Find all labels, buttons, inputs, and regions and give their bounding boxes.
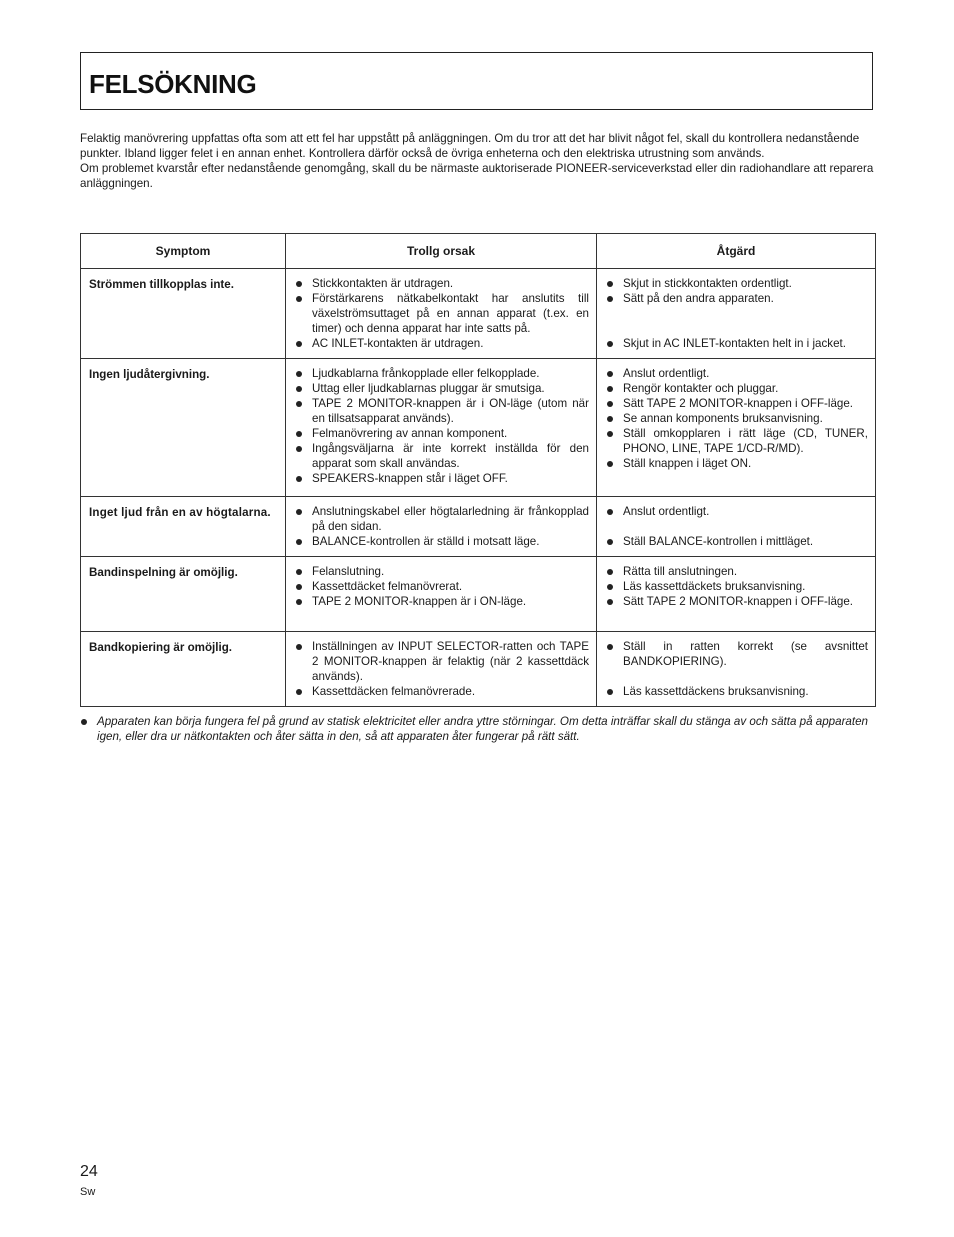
list-item: Anslut ordentligt.	[605, 366, 868, 381]
table-row	[81, 557, 876, 632]
table-row	[81, 269, 876, 359]
list-item: Sätt TAPE 2 MONITOR-knappen i OFF-läge.	[605, 396, 868, 411]
list-item: TAPE 2 MONITOR-knappen är i ON-läge (utom när en tillsatsapparat används).	[294, 396, 589, 426]
list-item: Ljudkablarna frånkopplade eller felkopplade.	[294, 366, 589, 381]
list-item: Sätt på den andra apparaten.	[605, 291, 868, 306]
list-item: Läs kassettdäckets bruksanvisning.	[605, 579, 868, 594]
cause-cell	[286, 497, 597, 557]
action-cell	[597, 557, 876, 632]
action-cell	[597, 269, 876, 359]
header-symptom: Symptom	[81, 234, 286, 269]
action-cell	[597, 632, 876, 707]
cause-cell	[286, 557, 597, 632]
list-item: BALANCE-kontrollen är ställd i motsatt läge.	[294, 534, 589, 549]
list-item: Ställ omkopplaren i rätt läge (CD, TUNER, PHONO, LINE, TAPE 1/CD-R/MD).	[605, 426, 868, 456]
list-item: Anslutningskabel eller högtalarledning är frånkopplad på den sidan.	[294, 504, 589, 534]
language-code: Sw	[80, 1186, 96, 1198]
table-row	[81, 359, 876, 497]
intro-text	[80, 131, 875, 191]
list-item: Felmanövrering av annan komponent.	[294, 426, 589, 441]
intro-paragraph-2: Om problemet kvarstår efter nedanstående genomgång, skall du be närmaste auktoriserade PIONEER-serviceverkstad eller din radiohandlare att reparera anläggningen.	[80, 162, 874, 190]
list-item: Förstärkarens nätkabelkontakt har anslutits till växelströmsuttaget på en annan apparat (t.ex. en timer) och denna apparat har inte satts på.	[294, 291, 589, 336]
list-item: Rätta till anslutningen.	[605, 564, 868, 579]
list-item: Rengör kontakter och pluggar.	[605, 381, 868, 396]
list-item: Se annan komponents bruksanvisning.	[605, 411, 868, 426]
list-item: Stickkontakten är utdragen.	[294, 276, 589, 291]
list-item: Kassettdäcket felmanövrerat.	[294, 579, 589, 594]
list-item: Läs kassettdäckens bruksanvisning.	[605, 684, 868, 699]
static-electricity-note: Apparaten kan börja fungera fel på grund av statisk elektricitet eller andra yttre störningar. Om detta inträffar skall du stänga av och sätta på apparaten igen, eller dra ur nätkontakten och åter sätta in den, så att apparaten åter fungerar på rätt sätt.	[97, 715, 868, 743]
list-item: Ingångsväljarna är inte korrekt inställda för den apparat som skall användas.	[294, 441, 589, 471]
action-cell	[597, 359, 876, 497]
page-number: 24	[80, 1163, 98, 1180]
intro-paragraph-1: Felaktig manövrering uppfattas ofta som att ett fel har uppstått på anläggningen. Om du tror att det har blivit något fel, skall du kontrollera nedanstående punkter. Ibland ligger felet i en annan enhet. Kontrollera därför också de övriga enheterna och den elektriska utrustning som används.	[80, 132, 860, 160]
list-item: Skjut in AC INLET-kontakten helt in i jacket.	[605, 336, 868, 351]
troubleshooting-table	[80, 233, 876, 707]
cause-cell	[286, 269, 597, 359]
list-item: Inställningen av INPUT SELECTOR-ratten och TAPE 2 MONITOR-knappen är felaktig (när 2 kassettdäck används).	[294, 639, 589, 684]
list-item: AC INLET-kontakten är utdragen.	[294, 336, 589, 351]
header-action: Åtgärd	[597, 234, 876, 269]
list-item: SPEAKERS-knappen står i läget OFF.	[294, 471, 589, 486]
symptom-cell: Bandkopiering är omöjlig.	[81, 632, 286, 707]
list-item: Sätt TAPE 2 MONITOR-knappen i OFF-läge.	[605, 594, 868, 609]
action-cell	[597, 497, 876, 557]
list-item: Skjut in stickkontakten ordentligt.	[605, 276, 868, 291]
header-cause: Trollg orsak	[286, 234, 597, 269]
symptom-cell: Strömmen tillkopplas inte.	[81, 269, 286, 359]
title-box	[80, 52, 873, 110]
list-item: Ställ in ratten korrekt (se avsnittet BANDKOPIERING).	[605, 639, 868, 669]
list-item: Uttag eller ljudkablarnas pluggar är smutsiga.	[294, 381, 589, 396]
table-row	[81, 497, 876, 557]
list-item: Felanslutning.	[294, 564, 589, 579]
list-item: TAPE 2 MONITOR-knappen är i ON-läge.	[294, 594, 589, 609]
list-item: Ställ knappen i läget ON.	[605, 456, 868, 471]
symptom-cell: Bandinspelning är omöjlig.	[81, 557, 286, 632]
cause-cell	[286, 359, 597, 497]
list-item: Anslut ordentligt.	[605, 504, 868, 519]
symptom-cell: Ingen ljudåtergivning.	[81, 359, 286, 497]
table-row	[81, 632, 876, 707]
list-item: Ställ BALANCE-kontrollen i mittläget.	[605, 534, 868, 549]
cause-cell	[286, 632, 597, 707]
symptom-cell: Inget ljud från en av högtalarna.	[81, 497, 286, 557]
page-title: FELSÖKNING	[89, 69, 257, 99]
table-header-row	[81, 234, 876, 269]
list-item: Kassettdäcken felmanövrerade.	[294, 684, 589, 699]
